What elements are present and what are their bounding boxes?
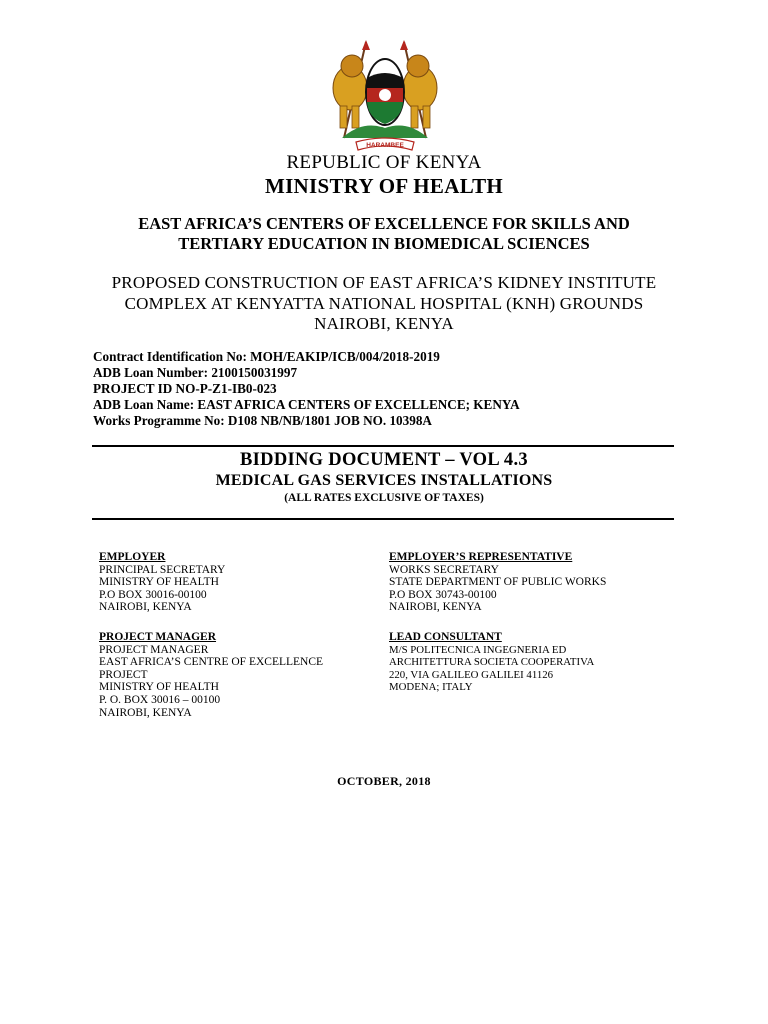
address-line: PROJECT xyxy=(99,668,148,681)
adb-loan-name: ADB Loan Name: EAST AFRICA CENTERS OF EXCELLENCE; KENYA xyxy=(93,397,520,412)
program-line: EAST AFRICA’S CENTERS OF EXCELLENCE FOR SKILLS AND xyxy=(138,214,630,233)
divider xyxy=(92,518,674,520)
divider xyxy=(92,445,674,447)
address-line: EAST AFRICA’S CENTRE OF EXCELLENCE xyxy=(99,656,324,669)
employer-block xyxy=(99,551,225,614)
republic-title: REPUBLIC OF KENYA xyxy=(286,152,482,173)
address-line: NAIROBI, KENYA xyxy=(99,706,192,719)
bidding-document-note: (ALL RATES EXCLUSIVE OF TAXES) xyxy=(284,492,484,504)
address-line: STATE DEPARTMENT OF PUBLIC WORKS xyxy=(389,576,607,589)
employer-representative-block xyxy=(389,551,606,614)
kenya-coat-of-arms-icon xyxy=(322,38,448,156)
document-date: OCTOBER, 2018 xyxy=(337,774,431,788)
project-id: PROJECT ID NO-P-Z1-IB0-023 xyxy=(93,381,277,396)
address-line: MINISTRY OF HEALTH xyxy=(99,681,219,694)
ministry-title: MINISTRY OF HEALTH xyxy=(264,174,504,198)
address-line: M/S POLITECNICA INGEGNERIA ED xyxy=(389,643,567,656)
address-line: P. O. BOX 30016 – 00100 xyxy=(99,693,221,706)
address-line: WORKS SECRETARY xyxy=(389,563,499,576)
address-line: P.O BOX 30016-00100 xyxy=(99,588,207,601)
address-line: NAIROBI, KENYA xyxy=(389,601,482,614)
lead-consultant-block xyxy=(389,631,594,694)
proposal-line: COMPLEX AT KENYATTA NATIONAL HOSPITAL (KNH) GROUNDS xyxy=(124,293,644,313)
program-line: TERTIARY EDUCATION IN BIOMEDICAL SCIENCES xyxy=(178,234,590,253)
bidding-document-subtitle: MEDICAL GAS SERVICES INSTALLATIONS xyxy=(215,472,553,489)
lead-consultant-heading: LEAD CONSULTANT xyxy=(389,631,502,643)
address-line: MINISTRY OF HEALTH xyxy=(99,576,219,589)
address-line: ARCHITETTURA SOCIETA COOPERATIVA xyxy=(389,656,595,669)
project-proposal xyxy=(0,273,768,335)
contract-id: Contract Identification No: MOH/EAKIP/ICB/004/2018-2019 xyxy=(93,349,440,364)
motto-text: HARAMBEE xyxy=(366,142,404,149)
address-line: MODENA; ITALY xyxy=(389,681,473,694)
employer-heading: EMPLOYER xyxy=(99,551,166,563)
address-line: P.O BOX 30743-00100 xyxy=(389,588,497,601)
proposal-line: NAIROBI, KENYA xyxy=(314,314,454,333)
project-manager-heading: PROJECT MANAGER xyxy=(99,631,217,643)
address-line: PROJECT MANAGER xyxy=(99,643,209,656)
project-manager-block xyxy=(99,631,323,719)
contract-identifiers xyxy=(93,349,520,429)
employer-representative-heading: EMPLOYER’S REPRESENTATIVE xyxy=(389,551,573,563)
adb-loan-number: ADB Loan Number: 2100150031997 xyxy=(93,365,298,380)
bidding-document-title: BIDDING DOCUMENT – VOL 4.3 xyxy=(240,450,528,470)
works-programme: Works Programme No: D108 NB/NB/1801 JOB NO. 10398A xyxy=(93,413,432,428)
address-line: PRINCIPAL SECRETARY xyxy=(99,563,226,576)
proposal-line: PROPOSED CONSTRUCTION OF EAST AFRICA’S KIDNEY INSTITUTE xyxy=(111,273,657,292)
address-line: 220, VIA GALILEO GALILEI 41126 xyxy=(389,668,554,681)
address-line: NAIROBI, KENYA xyxy=(99,601,192,614)
program-title xyxy=(0,214,768,254)
